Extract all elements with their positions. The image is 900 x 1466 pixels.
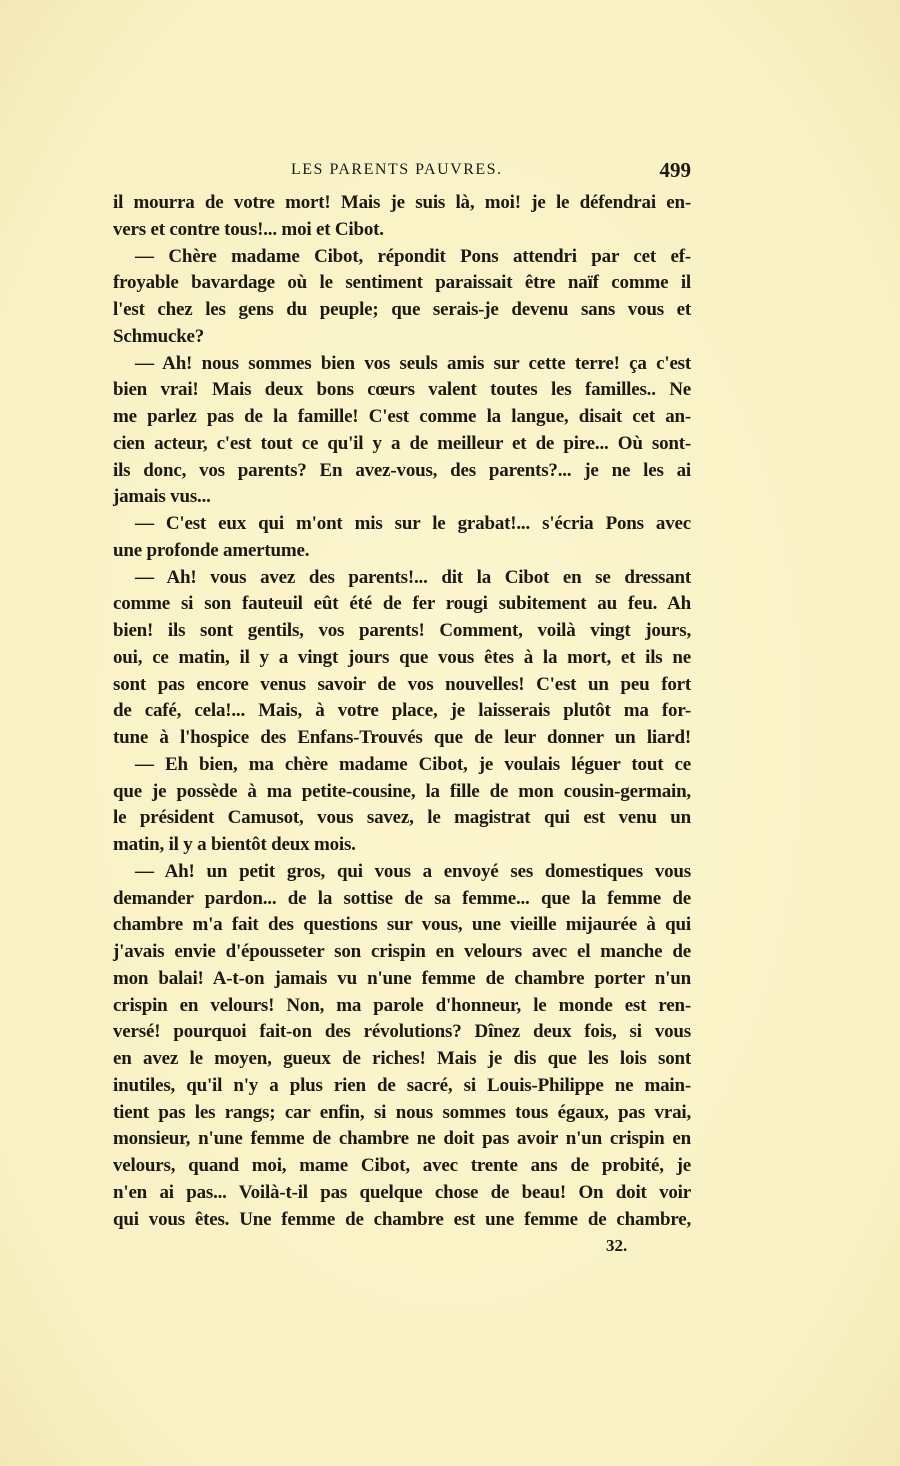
text-line: jamais vus... bbox=[113, 486, 211, 508]
signature-mark: 32. bbox=[606, 1236, 628, 1255]
text-line: me parlez pas de la famille! C'est comme la langue, disait cet an- bbox=[113, 406, 691, 427]
text-line: j'avais envie d'épousseter son crispin en velours avec el manche de bbox=[113, 941, 691, 962]
text-line: — Ah! vous avez des parents!... dit la Cibot en se dressant bbox=[135, 566, 691, 588]
text-line: versé! pourquoi fait-on des révolutions? Dînez deux fois, si vous bbox=[113, 1021, 691, 1043]
text-line: demander pardon... de la sottise de sa femme... que la femme de bbox=[113, 887, 691, 909]
text-line: en avez le moyen, gueux de riches! Mais je dis que les lois sont bbox=[113, 1048, 691, 1069]
text-line: cien acteur, c'est tout ce qu'il y a de meilleur et de pire... Où sont- bbox=[113, 432, 691, 454]
text-line: — Eh bien, ma chère madame Cibot, je voulais léguer tout ce bbox=[135, 753, 691, 775]
text-line: oui, ce matin, il y a vingt jours que vous êtes à la mort, et ils ne bbox=[113, 646, 691, 668]
text-line: l'est chez les gens du peuple; que serais-je devenu sans vous et bbox=[113, 299, 691, 320]
text-line: que je possède à ma petite-cousine, la fille de mon cousin-germain, bbox=[113, 780, 691, 802]
text-line: n'en ai pas... Voilà-t-il pas quelque chose de beau! On doit voir bbox=[113, 1181, 691, 1203]
text-line: inutiles, qu'il n'y a plus rien de sacré, si Louis-Philippe ne main- bbox=[113, 1074, 691, 1096]
text-line: — C'est eux qui m'ont mis sur le grabat!... s'écria Pons avec bbox=[135, 513, 691, 534]
page-number: 499 bbox=[659, 158, 691, 182]
text-line: froyable bavardage où le sentiment paraissait être naïf comme il bbox=[113, 272, 691, 294]
body-text bbox=[113, 190, 691, 1233]
text-line: vers et contre tous!... moi et Cibot. bbox=[113, 218, 384, 240]
running-title: LES PARENTS PAUVRES. bbox=[291, 161, 503, 178]
text-line: le président Camusot, vous savez, le magistrat qui est venu un bbox=[113, 807, 691, 829]
text-line: velours, quand moi, mame Cibot, avec trente ans de probité, je bbox=[113, 1155, 691, 1176]
text-line: qui vous êtes. Une femme de chambre est une femme de chambre, bbox=[113, 1208, 691, 1230]
text-line: ils donc, vos parents? En avez-vous, des parents?... je ne les ai bbox=[113, 459, 691, 481]
text-line: crispin en velours! Non, ma parole d'honneur, le monde est ren- bbox=[113, 994, 691, 1016]
text-line: comme si son fauteuil eût été de fer rougi subitement au feu. Ah bbox=[113, 593, 691, 615]
text-line: il mourra de votre mort! Mais je suis là, moi! je le défendrai en- bbox=[113, 192, 691, 213]
text-line: monsieur, n'une femme de chambre ne doit pas avoir n'un crispin en bbox=[113, 1128, 691, 1150]
text-line: matin, il y a bientôt deux mois. bbox=[113, 834, 356, 855]
text-line: — Ah! nous sommes bien vos seuls amis sur cette terre! ça c'est bbox=[135, 352, 691, 374]
text-line: tune à l'hospice des Enfans-Trouvés que de leur donner un liard! bbox=[113, 727, 691, 748]
text-line: sont pas encore venus savoir de vos nouvelles! C'est un peu fort bbox=[113, 673, 691, 695]
text-line: Schmucke? bbox=[113, 325, 205, 347]
text-line: bien vrai! Mais deux bons cœurs valent toutes les familles.. Ne bbox=[113, 379, 691, 401]
text-line: de café, cela!... Mais, à votre place, je laisserais plutôt ma for- bbox=[113, 700, 691, 722]
page-header bbox=[113, 158, 691, 184]
text-line: tient pas les rangs; car enfin, si nous sommes tous égaux, pas vrai, bbox=[113, 1101, 691, 1123]
text-line: une profonde amertume. bbox=[113, 539, 310, 561]
text-line: bien! ils sont gentils, vos parents! Comment, voilà vingt jours, bbox=[113, 620, 691, 641]
text-line: — Chère madame Cibot, répondit Pons attendri par cet ef- bbox=[135, 245, 691, 267]
text-line: chambre m'a fait des questions sur vous, une vieille mijaurée à qui bbox=[113, 914, 691, 936]
text-line: mon balai! A-t-on jamais vu n'une femme de chambre porter n'un bbox=[113, 967, 691, 989]
text-line: — Ah! un petit gros, qui vous a envoyé ses domestiques vous bbox=[135, 860, 691, 882]
